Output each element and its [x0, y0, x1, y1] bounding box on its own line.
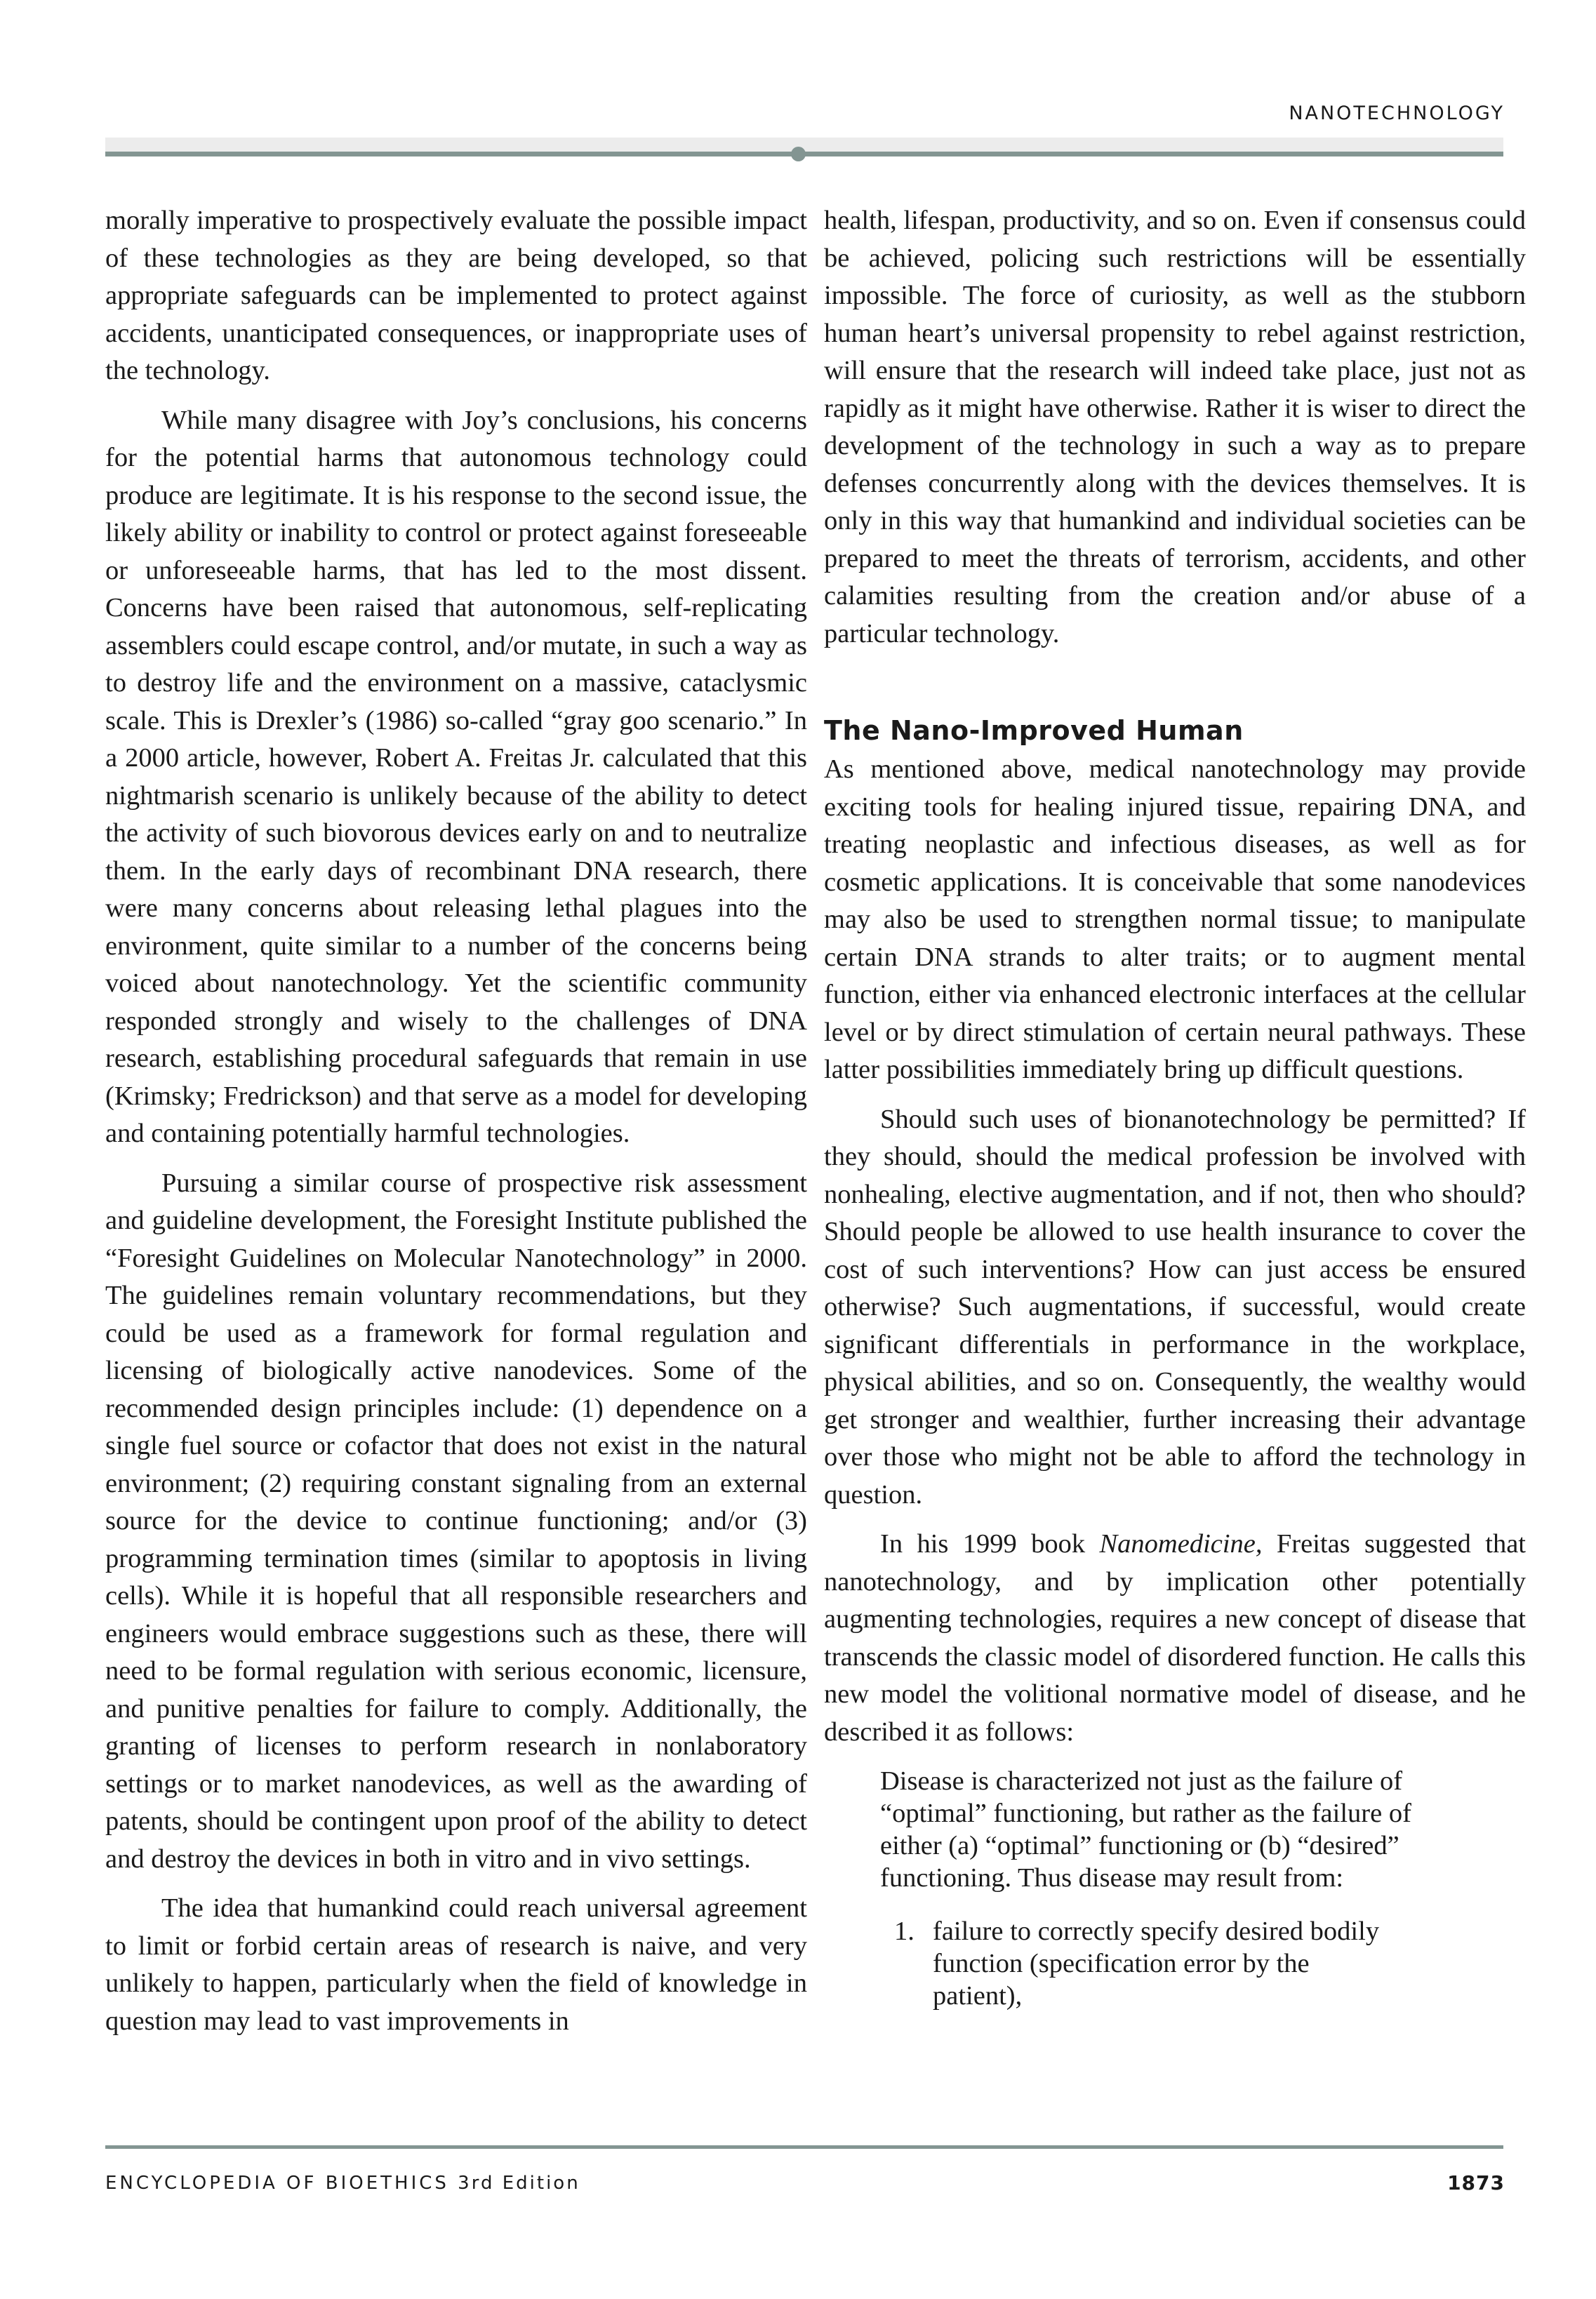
paragraph: Pursuing a similar course of prospective risk assessment and guideline development, the Foresight Institute published the “Foresight Guidelines on Molecular Nanotechnology” in 2000. The guidelines remain voluntary recommendations, but they could be used as a framework for formal regulation and licensing of biologically active nanodevices. Some of the recommended design principles include: (1) dependence on a single fuel source or cofactor that does not exist in the natural environment; (2) requiring constant signaling from an external source for the device to continue functioning; and/or (3) programming termination times (similar to apoptosis in living cells). While it is hopeful that all responsible researchers and engineers would embrace suggestions such as these, there will need to be formal regulation with serious economic, licensure, and punitive penalties for failure to comply. Additionally, the granting of licenses to perform research in nonlaboratory settings or to market nanodevices, as well as the awarding of patents, should be contingent upon proof of the ability to detect and destroy the devices in both in vitro and in vivo settings. [105, 1168, 807, 1874]
blockquote [880, 1765, 1456, 2012]
text-segment: Freitas suggested that nanotechnology, and by implication other potentially augmenting technologies, requires a new concept of disease that transcends the classic model of disordered function. He calls this new model the volitional normative model of disease, and he described it as follows: [824, 1529, 1526, 1747]
list-item [894, 1915, 1456, 2012]
blockquote-list [880, 1915, 1456, 2012]
edition: 3rd Edition [458, 2173, 580, 2194]
running-head: NANOTECHNOLOGY [1289, 102, 1505, 124]
page-number: 1873 [1447, 2171, 1505, 2194]
book-title: Nanomedicine, [1099, 1529, 1263, 1559]
paragraph: While many disagree with Joy’s conclusions, his concerns for the potential harms that autonomous technology could produce are legitimate. It is his response to the second issue, the likely ability or inability to control or protect against foreseeable or unforeseeable harms, that has led to the most dissent. Concerns have been raised that autonomous, self-replicating assemblers could escape control, and/or mutate, in such a way as to destroy life and the environment on a massive, cataclysmic scale. This is Drexler’s (1986) so-called “gray goo scenario.” In a 2000 article, however, Robert A. Freitas Jr. calculated that this nightmarish scenario is unlikely because of the ability to detect the activity of such biovorous devices early on and to neutralize them. In the early days of recombinant DNA research, there were many concerns about releasing lethal plagues into the environment, quite similar to a number of the concerns being voiced about nanotechnology. Yet the scientific community responded strongly and wisely to the challenges of DNA research, establishing procedural safeguards that remain in use (Krimsky; Fredrickson) and that serve as a model for developing and containing potentially harmful technologies. [105, 405, 807, 1148]
paragraph-freitas [824, 1526, 1526, 1751]
text-segment: In his 1999 book [880, 1529, 1100, 1559]
footer-rule [105, 2145, 1503, 2149]
paragraph: As mentioned above, medical nanotechnology may provide exciting tools for healing injured tissue, repairing DNA, and treating neoplastic and infectious diseases, as well as for cosmetic applications. It is conceivable that some nanodevices may also be used to strengthen normal tissue; to manipulate certain DNA strands to alter traits; or to augment mental function, either via enhanced electronic interfaces at the cellular level or by direct stimulation of certain neural pathways. These latter possibilities immediately bring up difficult questions. [824, 754, 1526, 1084]
left-column [105, 202, 807, 2052]
list-number: 1. [894, 1917, 915, 1946]
right-column [824, 202, 1526, 2012]
paragraph: health, lifespan, productivity, and so on. Even if consensus could be achieved, policing such restrictions will be essentially impossible. The force of curiosity, as well as the stubborn human heart’s universal propensity to rebel against restriction, will ensure that the research will indeed take place, just not as rapidly as it might have otherwise. Rather it is wiser to direct the development of the technology in such a way as to prepare defenses concurrently along with the devices themselves. It is only in this way that humankind and individual societies can be prepared to meet the threats of terrorism, accidents, and other calamities resulting from the creation and/or abuse of a particular technology. [824, 206, 1526, 648]
paragraph: morally imperative to prospectively evaluate the possible impact of these technologies as they are being developed, so that appropriate safeguards can be implemented to protect against accidents, unanticipated consequences, or inappropriate uses of the technology. [105, 206, 807, 385]
footer-title [105, 2173, 580, 2194]
publication-name: ENCYCLOPEDIA OF BIOETHICS [105, 2173, 449, 2194]
paragraph: Should such uses of bionanotechnology be permitted? If they should, should the medical profession be involved with nonhealing, elective augmentation, and if not, then who should? Should people be allowed to use health insurance to cover the cost of such interventions? How can just access be ensured otherwise? Such augmentations, if successful, would create significant differentials in performance in the workplace, physical abilities, and so on. Consequently, the wealthy would get stronger and wealthier, further increasing their advantage over those who might not be able to afford the technology in question. [824, 1104, 1526, 1510]
list-text: failure to correctly specify desired bodily function (specification error by the patient), [933, 1917, 1380, 2011]
blockquote-text: Disease is characterized not just as the failure of “optimal” functioning, but rather as the failure of either (a) “optimal” functioning or (b) “desired” functioning. Thus disease may result from: [880, 1766, 1411, 1893]
section-heading: The Nano-Improved Human [824, 715, 1244, 746]
paragraph: The idea that humankind could reach universal agreement to limit or forbid certain areas of research is naive, and very unlikely to happen, particularly when the field of knowledge in question may lead to vast improvements in [105, 1893, 807, 2036]
header-dot-ornament [791, 147, 806, 161]
